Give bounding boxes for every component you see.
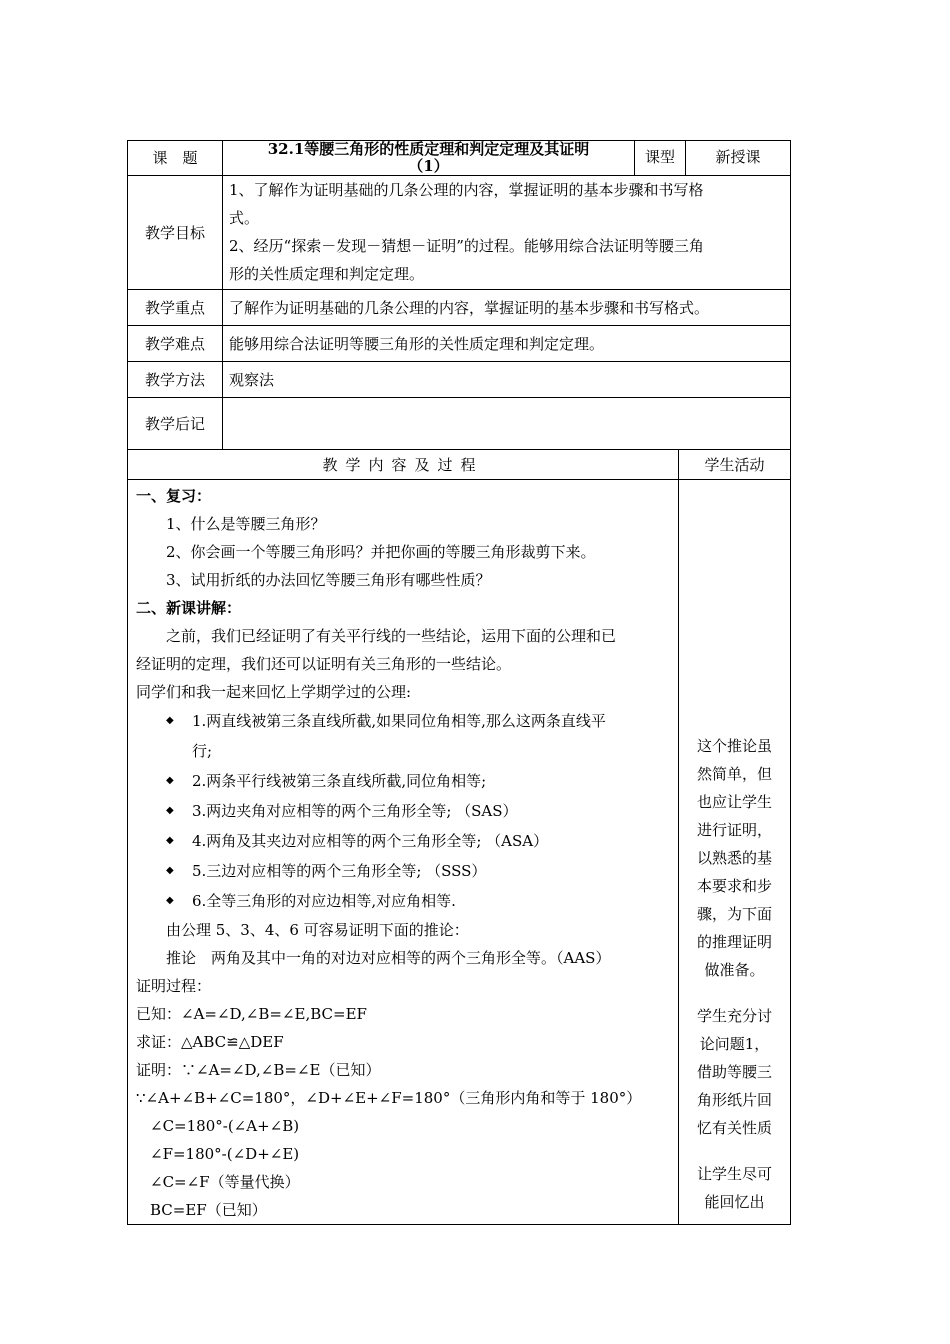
proof-step: BC=EF（已知） <box>150 1201 267 1219</box>
student-note-line: 本要求和步 <box>697 877 773 895</box>
axiom-item <box>136 796 670 826</box>
lesson-title-line1: 32.1等腰三角形的性质定理和判定定理及其证明 <box>267 140 590 158</box>
diamond-bullet-icon: ◆ <box>166 715 174 726</box>
prove-text: 求证：△ABC≌△DEF <box>136 1033 284 1051</box>
diamond-bullet-icon: ◆ <box>166 775 174 786</box>
postscript-text <box>223 398 791 450</box>
axiom-text: 4.两角及其夹边对应相等的两个三角形全等; （ASA） <box>192 832 549 850</box>
student-note-line: 论问题1， <box>699 1035 770 1053</box>
student-note-line: 做准备。 <box>704 961 765 979</box>
axiom-item <box>136 826 670 856</box>
objective-line: 2、经历“探索－发现－猜想－证明”的过程。能够用综合法证明等腰三角 <box>229 237 704 255</box>
axiom-text: 5.三边对应相等的两个三角形全等; （SSS） <box>192 862 487 880</box>
axiom-item <box>136 886 670 916</box>
student-note-line: 忆有关性质 <box>697 1119 773 1137</box>
method-row <box>128 362 791 398</box>
axiom-item <box>136 766 670 796</box>
student-note-line: 进行证明， <box>697 821 773 839</box>
axiom-text: 2.两条平行线被第三条直线所截,同位角相等; <box>192 772 487 790</box>
given-text: 已知：∠A=∠D,∠B=∠E,BC=EF <box>136 1005 367 1023</box>
proof-step: ∠C=∠F（等量代换） <box>150 1173 300 1191</box>
review-item: 1、什么是等腰三角形？ <box>166 515 326 533</box>
postscript-row <box>128 398 791 450</box>
lesson-title <box>223 141 635 176</box>
axiom-text: 3.两边夹角对应相等的两个三角形全等; （SAS） <box>192 802 518 820</box>
focus-text: 了解作为证明基础的几条公理的内容，掌握证明的基本步骤和书写格式。 <box>223 290 791 326</box>
objective-line: 式。 <box>229 209 260 227</box>
axiom-text: 行; <box>192 742 213 760</box>
student-note-line: 也应让学生 <box>697 793 773 811</box>
student-note-line: 然简单，但 <box>697 765 773 783</box>
process-content <box>128 480 679 1225</box>
student-note-line: 学生充分讨 <box>697 1007 773 1025</box>
intro-text: 经证明的定理，我们还可以证明有关三角形的一些结论。 <box>136 655 512 673</box>
process-header-row <box>128 450 791 480</box>
student-note-line: 角形纸片回 <box>697 1091 773 1109</box>
proof-title: 证明过程： <box>136 977 212 995</box>
diamond-bullet-icon: ◆ <box>166 835 174 846</box>
header-row <box>128 141 791 176</box>
lesson-type-label: 课型 <box>635 141 686 176</box>
proof-step: 证明：∵∠A=∠D,∠B=∠E（已知） <box>136 1061 381 1079</box>
diamond-bullet-icon: ◆ <box>166 895 174 906</box>
method-label: 教学方法 <box>128 362 223 398</box>
student-note-line: 能回忆出 <box>704 1193 765 1211</box>
objectives-content <box>223 176 791 290</box>
axiom-text: 6.全等三角形的对应边相等,对应角相等. <box>192 892 456 910</box>
student-note-line: 让学生尽可 <box>697 1165 773 1183</box>
diamond-bullet-icon: ◆ <box>166 805 174 816</box>
student-note-line: 骤，为下面 <box>697 905 773 923</box>
new-lesson-title: 二、新课讲解： <box>136 599 242 617</box>
corollary-text: 推论 两角及其中一角的对边对应相等的两个三角形全等。（AAS） <box>166 949 611 967</box>
objectives-label: 教学目标 <box>128 176 223 290</box>
deduce-text: 由公理 5、3、4、6 可容易证明下面的推论： <box>166 921 469 939</box>
difficulty-row <box>128 326 791 362</box>
diamond-bullet-icon: ◆ <box>166 865 174 876</box>
process-body-row <box>128 480 791 1225</box>
axiom-item <box>136 856 670 886</box>
student-note-line: 以熟悉的基 <box>697 849 773 867</box>
review-item: 3、试用折纸的办法回忆等腰三角形有哪些性质？ <box>166 571 491 589</box>
proof-step: ∠F=180°-(∠D+∠E) <box>150 1145 300 1163</box>
student-activity-content <box>679 480 791 1225</box>
proof-step: ∠C=180°-(∠A+∠B) <box>150 1117 300 1135</box>
objective-line: 1、了解作为证明基础的几条公理的内容，掌握证明的基本步骤和书写格 <box>229 181 704 199</box>
review-item: 2、你会画一个等腰三角形吗？并把你画的等腰三角形裁剪下来。 <box>166 543 596 561</box>
student-note-line: 的推理证明 <box>697 933 773 951</box>
proof-step: ∵∠A+∠B+∠C=180°，∠D+∠E+∠F=180°（三角形内角和等于 180°） <box>136 1089 642 1107</box>
axiom-item <box>136 706 670 766</box>
method-text: 观察法 <box>223 362 791 398</box>
recall-text: 同学们和我一起来回忆上学期学过的公理: <box>136 683 412 701</box>
student-note-line: 这个推论虽 <box>697 737 773 755</box>
objective-line: 形的关性质定理和判定定理。 <box>229 265 425 283</box>
postscript-label: 教学后记 <box>128 398 223 450</box>
student-note-line: 借助等腰三 <box>697 1063 773 1081</box>
student-activity-header: 学生活动 <box>679 450 791 480</box>
review-title: 一、复习： <box>136 487 212 505</box>
intro-text: 之前，我们已经证明了有关平行线的一些结论，运用下面的公理和已 <box>166 627 617 645</box>
topic-label: 课 题 <box>128 141 223 176</box>
lesson-title-line2: （1） <box>408 157 449 175</box>
difficulty-label: 教学难点 <box>128 326 223 362</box>
axiom-text: 1.两直线被第三条直线所截,如果同位角相等,那么这两条直线平 <box>192 712 606 730</box>
lesson-plan-table <box>127 140 791 1225</box>
process-header: 教学内容及过程 <box>128 450 679 480</box>
lesson-type-value: 新授课 <box>686 141 791 176</box>
difficulty-text: 能够用综合法证明等腰三角形的关性质定理和判定定理。 <box>223 326 791 362</box>
focus-label: 教学重点 <box>128 290 223 326</box>
focus-row <box>128 290 791 326</box>
objectives-row <box>128 176 791 290</box>
